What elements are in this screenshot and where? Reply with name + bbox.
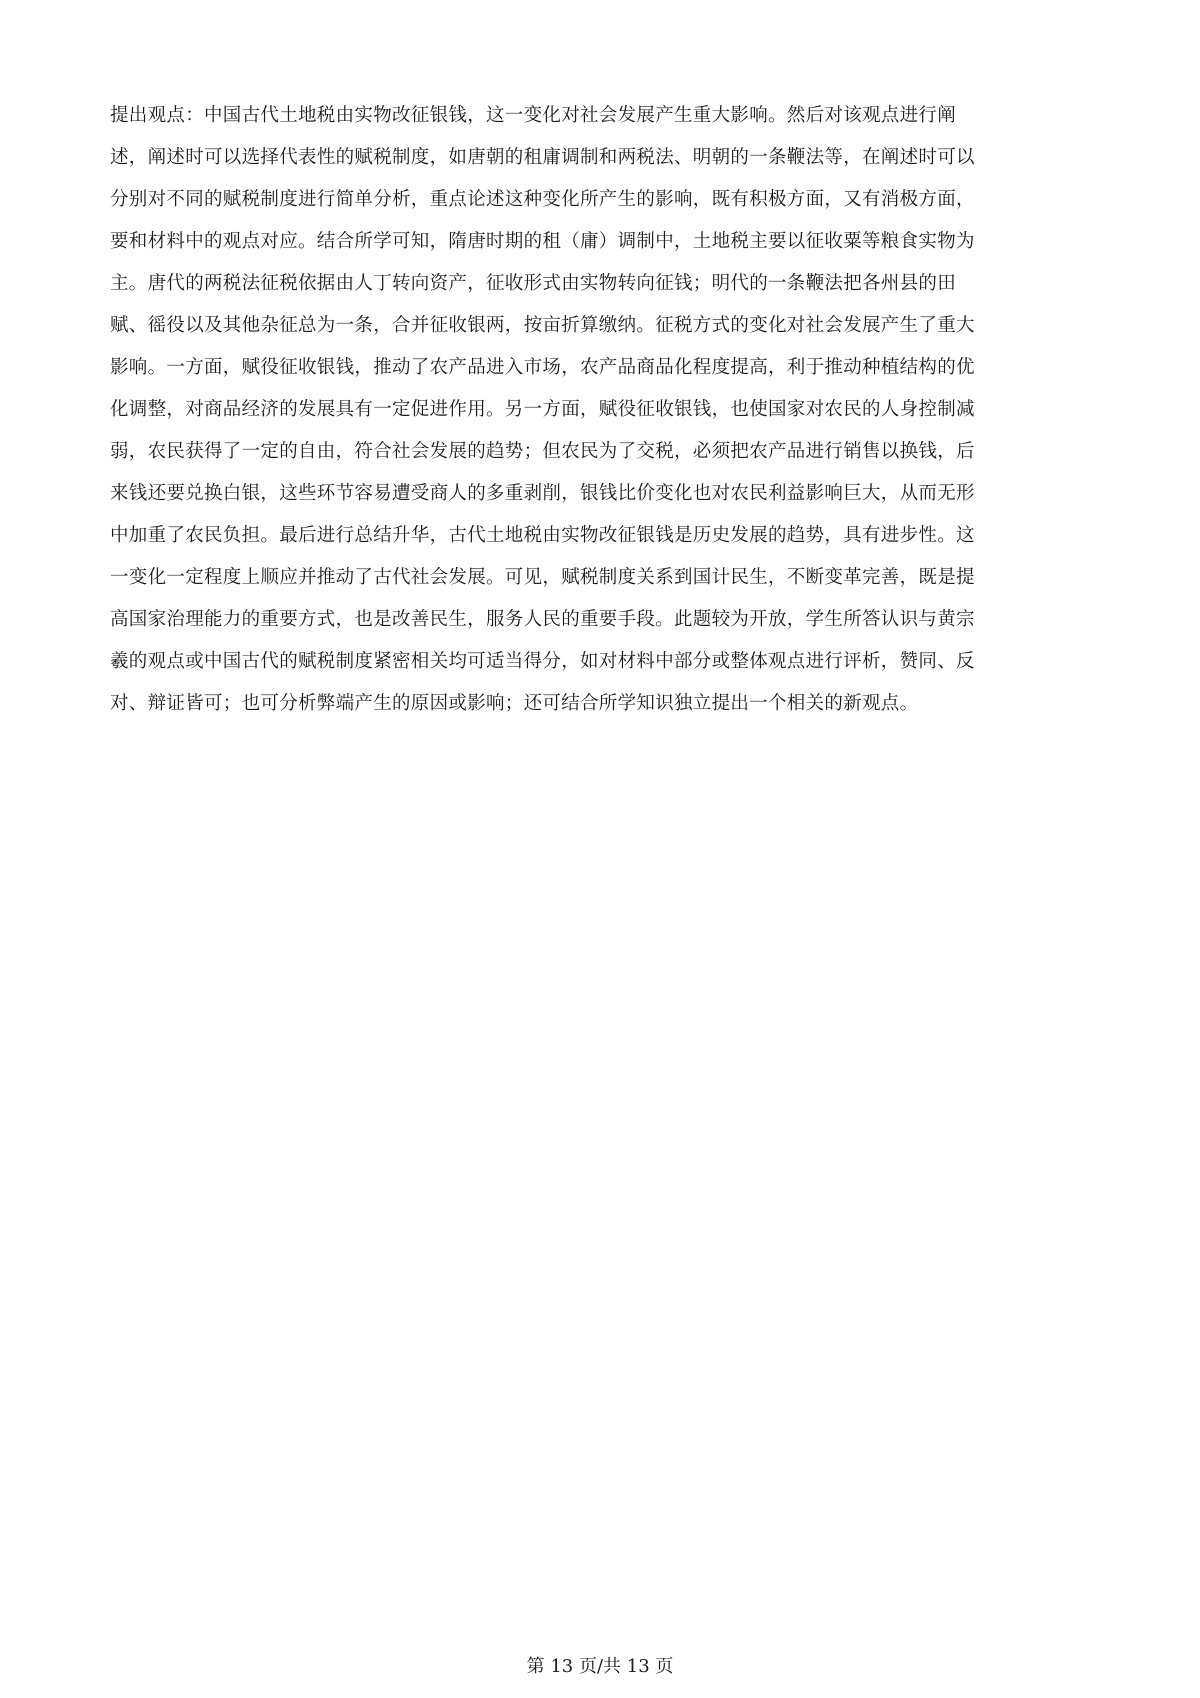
text-line: 提出观点：中国古代土地税由实物改征银钱，这一变化对社会发展产生重大影响。然后对该观点进行阐 <box>110 105 957 126</box>
page-number-footer: 第 13 页/共 13 页 <box>526 1656 674 1677</box>
text-line: 要和材料中的观点对应。结合所学可知，隋唐时期的租（庸）调制中，土地税主要以征收粟等粮食实物为 <box>110 231 975 252</box>
text-line: 分别对不同的赋税制度进行简单分析，重点论述这种变化所产生的影响，既有积极方面，又有消极方面， <box>110 189 975 210</box>
text-line: 对、辩证皆可；也可分析弊端产生的原因或影响；还可结合所学知识独立提出一个相关的新观点。 <box>110 693 919 714</box>
text-line: 化调整，对商品经济的发展具有一定促进作用。另一方面，赋役征收银钱，也使国家对农民的人身控制减 <box>110 399 975 420</box>
text-line: 羲的观点或中国古代的赋税制度紧密相关均可适当得分，如对材料中部分或整体观点进行评析，赞同、反 <box>110 651 975 672</box>
text-line: 高国家治理能力的重要方式，也是改善民生，服务人民的重要手段。此题较为开放，学生所答认识与黄宗 <box>110 609 975 630</box>
text-line: 一变化一定程度上顺应并推动了古代社会发展。可见，赋税制度关系到国计民生，不断变革完善，既是提 <box>110 567 975 588</box>
text-line: 弱，农民获得了一定的自由，符合社会发展的趋势；但农民为了交税，必须把农产品进行销售以换钱，后 <box>110 441 975 462</box>
text-line: 中加重了农民负担。最后进行总结升华，古代土地税由实物改征银钱是历史发展的趋势，具有进步性。这 <box>110 525 975 546</box>
text-line: 赋、徭役以及其他杂征总为一条，合并征收银两，按亩折算缴纳。征税方式的变化对社会发展产生了重大 <box>110 315 975 336</box>
text-line: 述，阐述时可以选择代表性的赋税制度，如唐朝的租庸调制和两税法、明朝的一条鞭法等，在阐述时可以 <box>110 147 975 168</box>
answer-text-block <box>110 95 1100 725</box>
text-line: 主。唐代的两税法征税依据由人丁转向资产，征收形式由实物转向征钱；明代的一条鞭法把各州县的田 <box>110 273 957 294</box>
text-line: 来钱还要兑换白银，这些环节容易遭受商人的多重剥削，银钱比价变化也对农民利益影响巨大，从而无形 <box>110 483 975 504</box>
text-line: 影响。一方面，赋役征收银钱，推动了农产品进入市场，农产品商品化程度提高，利于推动种植结构的优 <box>110 357 975 378</box>
